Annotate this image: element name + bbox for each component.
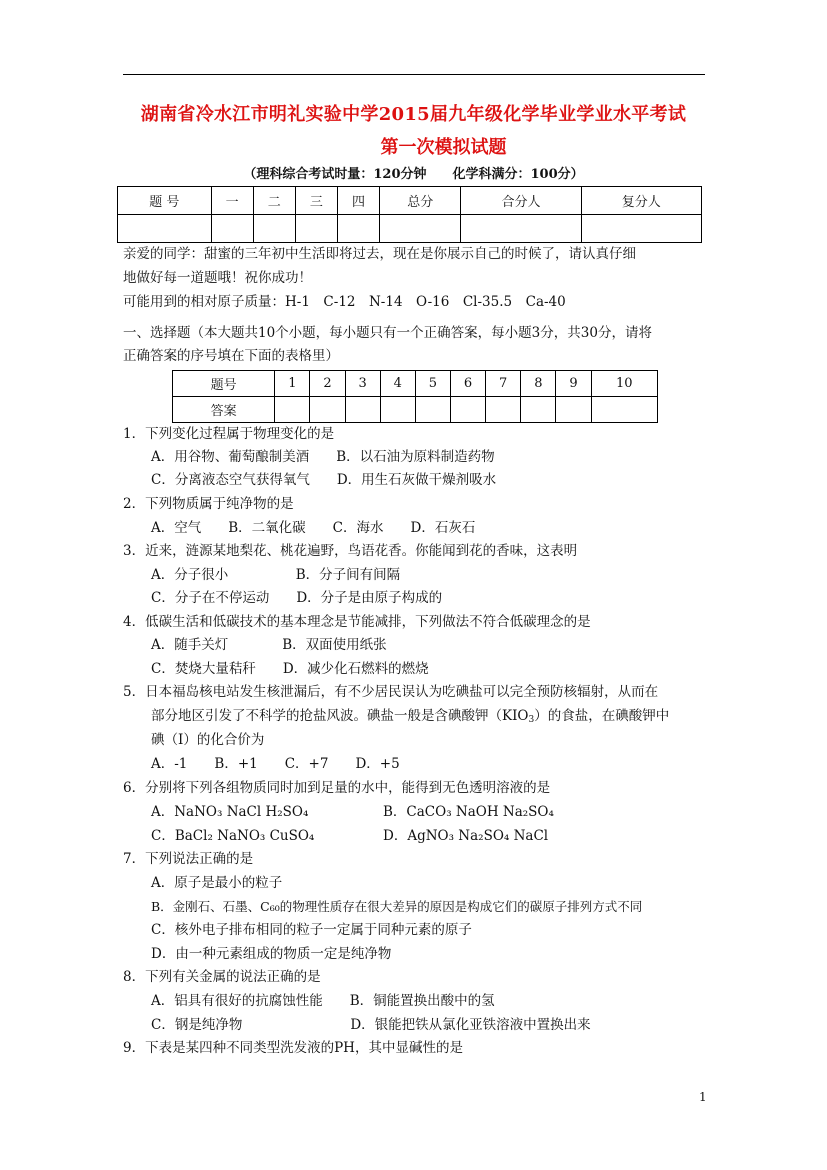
exam-subtitle: （理科综合考试时量：120分钟 化学科满分：100分） bbox=[243, 167, 584, 182]
answer-table-answer-row bbox=[173, 397, 658, 423]
score-blank-cell bbox=[380, 215, 461, 243]
answer-number-cell: 5 bbox=[415, 371, 450, 397]
answer-blank-cell bbox=[275, 397, 310, 423]
question-1-options-cd: C．分离液态空气获得氧气 D．用生石灰做干燥剂吸水 bbox=[151, 472, 497, 488]
header-rule bbox=[123, 74, 705, 75]
score-blank-cell bbox=[461, 215, 581, 243]
score-blank-cell bbox=[118, 215, 212, 243]
question-7-option-d: D．由一种元素组成的物质一定是纯净物 bbox=[151, 946, 392, 962]
answer-row-label: 答案 bbox=[173, 397, 275, 423]
answer-number-cell: 题号 bbox=[173, 371, 275, 397]
answer-number-cell: 7 bbox=[486, 371, 521, 397]
greeting-line1: 亲爱的同学：甜蜜的三年初中生活即将过去，现在是你展示自己的时候了，请认真仔细 bbox=[123, 246, 636, 262]
question-5-line3: 碘（I）的化合价为 bbox=[151, 732, 265, 748]
question-5-line2-text-b: ）的食盐，在碘酸钾中 bbox=[534, 708, 670, 724]
score-header-cell: 复分人 bbox=[581, 187, 701, 215]
score-header-cell: 三 bbox=[295, 187, 337, 215]
score-blank-cell bbox=[295, 215, 337, 243]
answer-blank-cell bbox=[556, 397, 591, 423]
question-5-line2-subscript: 3 bbox=[528, 715, 535, 725]
answer-blank-cell bbox=[591, 397, 657, 423]
score-blank-cell bbox=[337, 215, 379, 243]
question-4-options-cd: C．焚烧大量秸秆 D．减少化石燃料的燃烧 bbox=[151, 661, 429, 677]
answer-blank-cell bbox=[415, 397, 450, 423]
question-6-option-b: B．CaCO₃ NaOH Na₂SO₄ bbox=[383, 804, 554, 820]
score-table-header-row bbox=[118, 187, 702, 215]
question-8-options-ab: A．铝具有很好的抗腐蚀性能 B．铜能置换出酸中的氢 bbox=[151, 993, 495, 1009]
score-header-cell: 一 bbox=[211, 187, 253, 215]
answer-number-cell: 8 bbox=[521, 371, 556, 397]
answer-number-cell: 3 bbox=[345, 371, 380, 397]
score-blank-cell bbox=[581, 215, 701, 243]
answer-blank-cell bbox=[380, 397, 415, 423]
greeting-line2: 地做好每一道题哦！祝你成功！ bbox=[123, 270, 312, 286]
exam-title-line2: 第一次模拟试题 bbox=[380, 137, 507, 158]
question-4-options-ab: A．随手关灯 B．双面使用纸张 bbox=[151, 637, 387, 653]
question-5-line2 bbox=[151, 710, 669, 725]
question-7-option-b: B．金刚石、石墨、C₆₀的物理性质存在很大差异的原因是构成它们的碳原子排列方式不同 bbox=[151, 899, 643, 914]
answer-blank-cell bbox=[486, 397, 521, 423]
answer-table-number-row bbox=[173, 371, 658, 397]
score-blank-cell bbox=[253, 215, 295, 243]
answer-blank-cell bbox=[521, 397, 556, 423]
question-3-options-ab: A．分子很小 B．分子间有间隔 bbox=[151, 567, 401, 583]
score-table-blank-row bbox=[118, 215, 702, 243]
question-8-options-cd: C．钢是纯净物 D．银能把铁从氯化亚铁溶液中置换出来 bbox=[151, 1017, 591, 1033]
question-5-options: A．-1 B．+1 C．+7 D．+5 bbox=[151, 756, 400, 772]
answer-number-cell: 1 bbox=[275, 371, 310, 397]
question-6-option-c: C．BaCl₂ NaNO₃ CuSO₄ bbox=[151, 828, 315, 844]
exam-title-line1: 湖南省冷水江市明礼实验中学2015届九年级化学毕业学业水平考试 bbox=[140, 104, 687, 125]
page-number: 1 bbox=[699, 1090, 707, 1104]
score-blank-cell bbox=[211, 215, 253, 243]
question-4: 4．低碳生活和低碳技术的基本理念是节能减排，下列做法不符合低碳理念的是 bbox=[123, 614, 591, 630]
question-5-line2-text-a: 部分地区引发了不科学的抢盐风波。碘盐一般是含碘酸钾（KIO bbox=[151, 708, 529, 724]
question-6-option-d: D．AgNO₃ Na₂SO₄ NaCl bbox=[383, 828, 549, 844]
question-3: 3．近来，涟源某地梨花、桃花遍野，鸟语花香。你能闻到花的香味，这表明 bbox=[123, 543, 578, 559]
answer-blank-cell bbox=[310, 397, 345, 423]
score-header-cell: 合分人 bbox=[461, 187, 581, 215]
atomic-masses: 可能用到的相对原子质量：H-1 C-12 N-14 O-16 Cl-35.5 Ca-40 bbox=[123, 294, 566, 310]
answer-table bbox=[172, 370, 658, 423]
score-header-cell: 总分 bbox=[380, 187, 461, 215]
question-9: 9．下表是某四种不同类型洗发液的PH，其中显碱性的是 bbox=[123, 1040, 463, 1056]
answer-blank-cell bbox=[450, 397, 485, 423]
answer-blank-cell bbox=[345, 397, 380, 423]
section1-instructions-line2: 正确答案的序号填在下面的表格里） bbox=[123, 348, 339, 364]
answer-number-cell: 10 bbox=[591, 371, 657, 397]
answer-number-cell: 9 bbox=[556, 371, 591, 397]
question-7-option-a: A．原子是最小的粒子 bbox=[151, 875, 283, 891]
answer-number-cell: 6 bbox=[450, 371, 485, 397]
question-3-options-cd: C．分子在不停运动 D．分子是由原子构成的 bbox=[151, 590, 443, 606]
section1-instructions-line1: 一、选择题（本大题共10个小题，每小题只有一个正确答案，每小题3分，共30分，请将 bbox=[123, 325, 652, 341]
question-2-options: A．空气 B．二氧化碳 C．海水 D．石灰石 bbox=[151, 520, 476, 536]
question-6: 6．分别将下列各组物质同时加到足量的水中，能得到无色透明溶液的是 bbox=[123, 780, 551, 796]
answer-number-cell: 4 bbox=[380, 371, 415, 397]
question-1: 1．下列变化过程属于物理变化的是 bbox=[123, 426, 335, 442]
score-table bbox=[117, 186, 702, 243]
score-header-cell: 二 bbox=[253, 187, 295, 215]
question-8: 8．下列有关金属的说法正确的是 bbox=[123, 969, 321, 985]
score-header-cell: 题 号 bbox=[118, 187, 212, 215]
answer-number-cell: 2 bbox=[310, 371, 345, 397]
question-1-options-ab: A．用谷物、葡萄酿制美酒 B．以石油为原料制造药物 bbox=[151, 449, 495, 465]
question-7: 7．下列说法正确的是 bbox=[123, 851, 254, 867]
question-5-line1: 5．日本福岛核电站发生核泄漏后，有不少居民误认为吃碘盐可以完全预防核辐射，从而在 bbox=[123, 684, 659, 700]
question-6-option-a: A．NaNO₃ NaCl H₂SO₄ bbox=[151, 804, 309, 820]
question-7-option-c: C．核外电子排布相同的粒子一定属于同种元素的原子 bbox=[151, 922, 472, 938]
question-2: 2．下列物质属于纯净物的是 bbox=[123, 496, 294, 512]
score-header-cell: 四 bbox=[337, 187, 379, 215]
